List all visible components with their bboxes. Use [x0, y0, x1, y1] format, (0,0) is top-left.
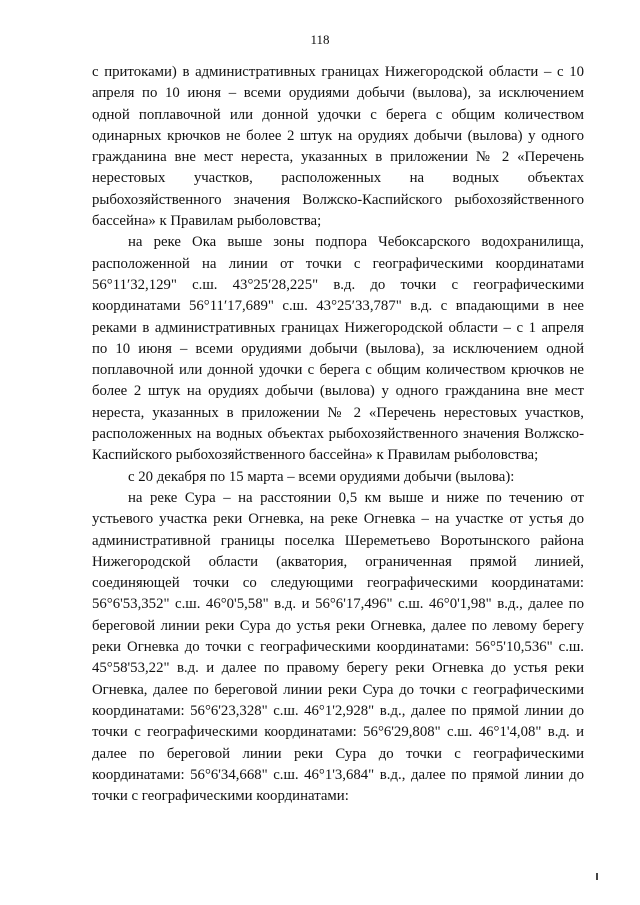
scan-speck	[596, 873, 598, 880]
paragraph-2: на реке Ока выше зоны подпора Чебоксарского водохранилища, расположенной на линии от точки с географическими координатами 56°11′32,129" с.ш. 43°25′28,225" в.д. до точки с географическими координатами 56°11′17,689" с.ш. 43°25′33,787" в.д. с впадающими в нее реками в административных границах Нижегородской области – с 1 апреля по 10 июня – всеми орудиями добычи (вылова), за исключением одной поплавочной или донной удочки с берега с общим количеством крючков не более 2 штук на орудиях добычи (вылова) у одного гражданина вне мест нереста, указанных в приложении № 2 «Перечень нерестовых участков, расположенных на водных объектах рыбохозяйственного значения Волжско-Каспийского рыбохозяйственного бассейна» к Правилам рыболовства;	[92, 234, 584, 464]
paragraph-4: на реке Сура – на расстоянии 0,5 км выше и ниже по течению от устьевого участка реки Огневка, на реке Огневка – на участке от устья до административной границы поселка Шереметьево Воротынского района Нижегородской области (акватория, ограниченная прямой линией, соединяющей точки со следующими географическими координатами: 56°6'53,352" с.ш. 46°0'5,58" в.д. и 56°6'17,496" с.ш. 46°0'1,98" в.д., далее по береговой линии реки Сура до устья реки Огневка, далее по левому берегу реки Огневка до точки с географическими координатами: 56°5'10,536" с.ш. 45°58'53,22" в.д. и далее по правому берегу реки Огневка до устья реки Огневка, далее по береговой линии реки Сура до точки с географическими координатами: 56°6'23,328" с.ш. 46°1'2,928" в.д., далее по прямой линии до точки с географическими координатами: 56°6'29,808" с.ш. 46°1'4,08" в.д. и далее по береговой линии реки Сура до точки с географическими координатами: 56°6'34,668" с.ш. 46°1'3,684" в.д., далее по прямой линии до точки с географическими координатами:	[92, 489, 584, 805]
page-number: 118	[310, 32, 330, 47]
paragraph-3: с 20 декабря по 15 марта – всеми орудиями добычи (вылова):	[128, 468, 515, 485]
paragraph-1: с притоками) в административных границах Нижегородской области – с 10 апреля по 10 июня – всеми орудиями добычи (вылова), за исключением одной поплавочной или донной удочки с берега с общим количеством одинарных крючков не более 2 штук на орудиях добычи (вылова) у одного гражданина вне мест нереста, указанных в приложении № 2 «Перечень нерестовых участков, расположенных на водных объектах рыбохозяйственного значения Волжско-Каспийского рыбохозяйственного бассейна» к Правилам рыболовства;	[92, 64, 584, 230]
document-body	[92, 62, 584, 807]
